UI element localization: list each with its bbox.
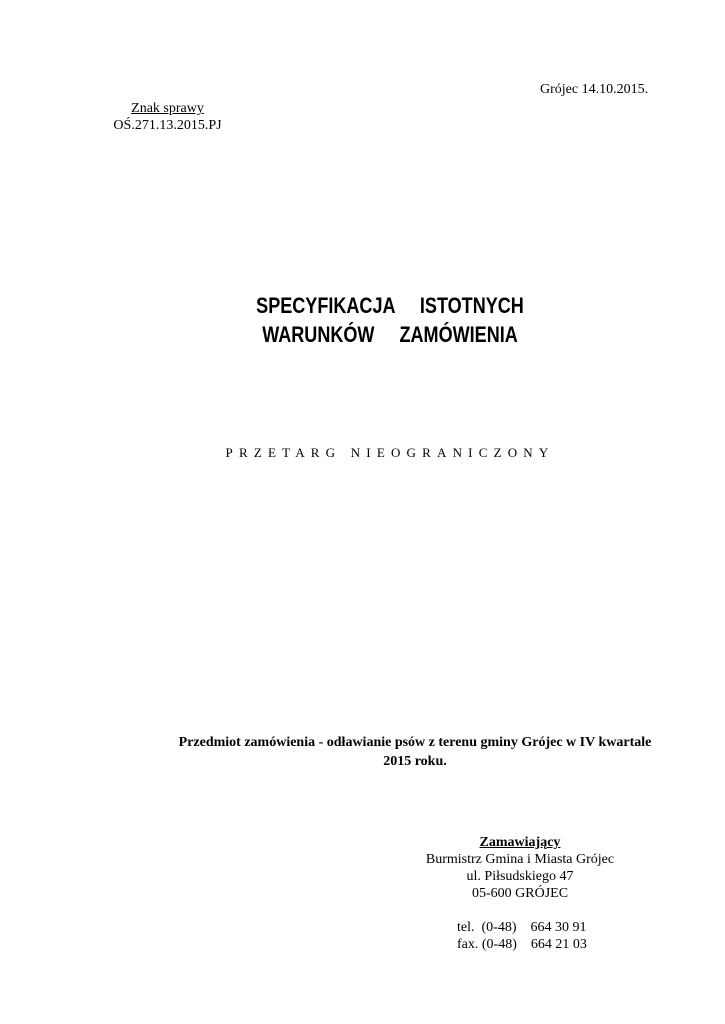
document-title: [0, 291, 725, 349]
contracting-authority-heading: Zamawiający: [479, 835, 561, 850]
contracting-authority: [405, 834, 635, 953]
case-reference-label: Znak sprawy: [131, 101, 204, 116]
contact-phone: tel. (0-48) 664 30 91: [457, 920, 587, 935]
subject-line-1: Przedmiot zamówienia - odławianie psów z terenu gminy Grójec w IV kwartale: [178, 735, 652, 750]
contact-fax: fax. (0-48) 664 21 03: [457, 937, 587, 952]
title-line-1: SPECYFIKACJA ISTOTNYCH: [256, 293, 524, 318]
title-line-2: WARUNKÓW ZAMÓWIENIA: [262, 322, 518, 347]
procurement-subject: [155, 733, 675, 771]
contracting-authority-name: Burmistrz Gmina i Miasta Grójec: [425, 852, 615, 867]
case-reference-number: OŚ.271.13.2015.PJ: [113, 118, 222, 133]
document-date: Grójec 14.10.2015.: [540, 82, 649, 97]
subject-line-2: 2015 roku.: [383, 754, 447, 769]
case-reference: [100, 100, 235, 134]
tender-type: PRZETARG NIEOGRANICZONY: [225, 445, 555, 460]
spacer: [405, 902, 635, 919]
contracting-authority-street: ul. Piłsudskiego 47: [466, 869, 574, 884]
contracting-authority-city: 05-600 GRÓJEC: [471, 886, 569, 901]
